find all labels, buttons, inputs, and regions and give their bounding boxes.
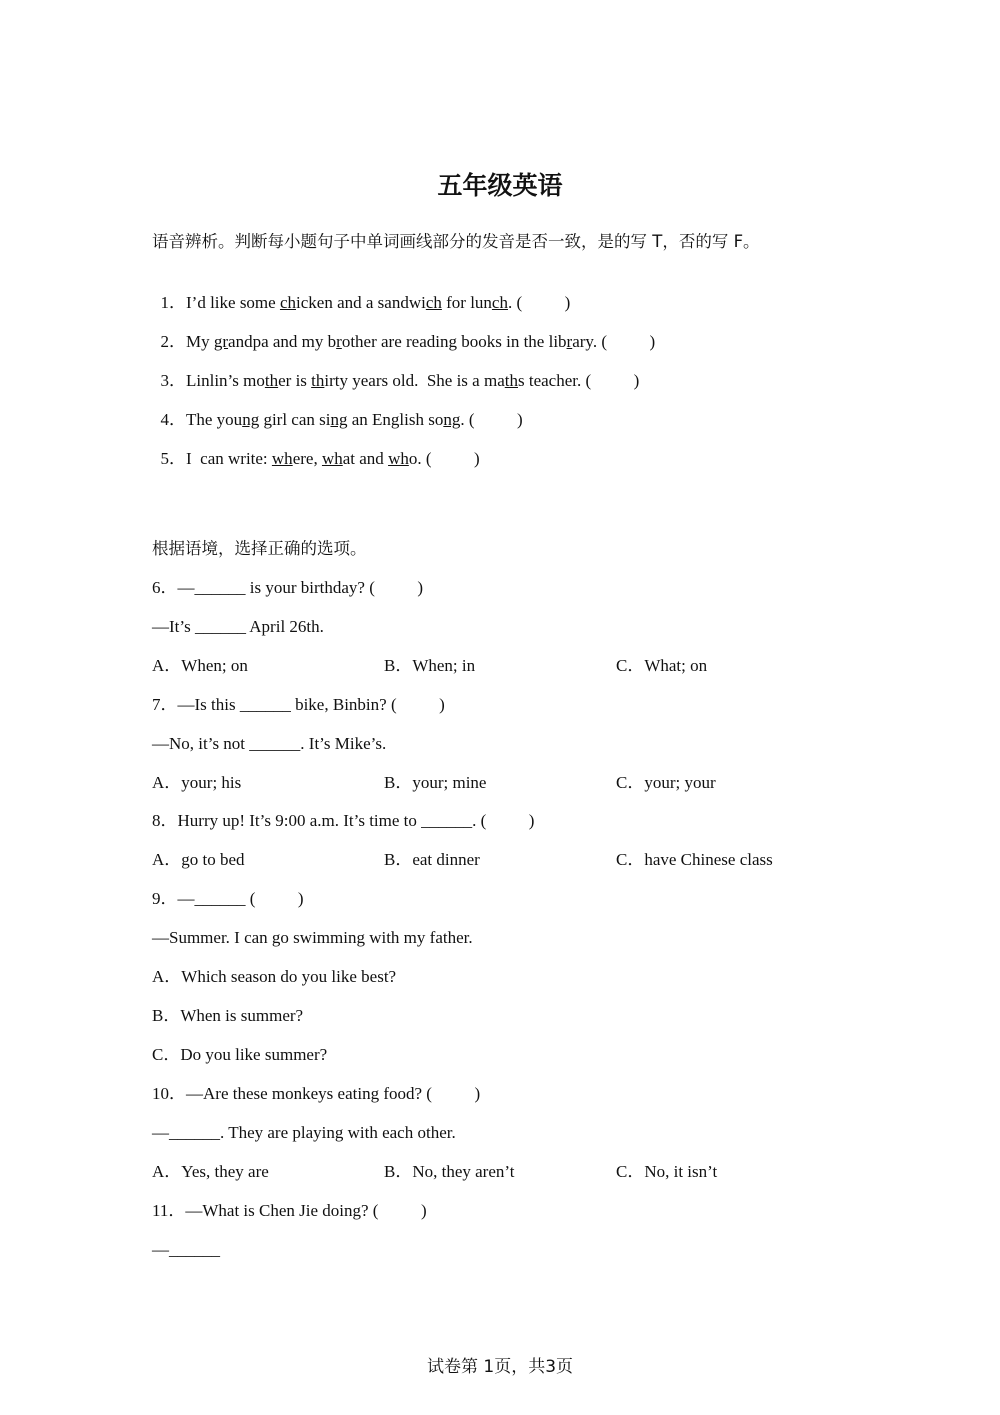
underlined-sound: wh [388,449,409,468]
question-9-stem: 9．—______ ( ) [152,889,304,908]
underlined-sound: ng [443,410,461,429]
underlined-sound: ng [330,410,348,429]
option-b[interactable]: B．your; mine [384,773,487,792]
option-c[interactable]: C．No, it isn’t [616,1162,718,1181]
underlined-sound: th [311,371,325,390]
question-11-reply: —______ [152,1240,220,1259]
question-2: 2．My grandpa and my brother are reading books in the library. ( ) [160,332,656,351]
option-c[interactable]: C．your; your [616,773,716,792]
option-a[interactable]: A．go to bed [152,850,245,869]
question-6-reply: —It’s ______ April 26th. [152,617,324,636]
option-a[interactable]: A．When; on [152,656,248,675]
option-b[interactable]: B．When; in [384,656,476,675]
option-c[interactable]: C．have Chinese class [616,850,773,869]
question-10-reply: —______. They are playing with each other. [152,1123,456,1142]
question-10-stem: 10．—Are these monkeys eating food? ( ) [152,1084,481,1103]
section1-instruction: 语音辨析。判断每小题句子中单词画线部分的发音是否一致，是的写 T，否的写 F。 [152,232,760,251]
question-1: 1．I’d like some chicken and a sandwich for lunch. ( ) [160,293,571,312]
page-number: 试卷第 1页，共3页 [426,1357,574,1377]
question-5: 5．I can write: where, what and who. ( ) [160,449,480,468]
underlined-sound: th [264,371,279,390]
underlined-sound: r [336,332,342,351]
underlined-sound: ch [491,293,508,312]
question-9-reply: —Summer. I can go swimming with my father. [152,928,473,947]
underlined-sound: wh [321,449,343,468]
question-4: 4．The young girl can sing an English song. ( ) [160,410,523,429]
option-a[interactable]: A．your; his [152,773,242,792]
question-11-stem: 11．—What is Chen Jie doing? ( ) [152,1201,427,1220]
question-8-stem: 8．Hurry up! It’s 9:00 a.m. It’s time to ______. ( ) [152,811,535,830]
option-b[interactable]: B．eat dinner [384,850,480,869]
underlined-sound: th [504,371,518,390]
option-a[interactable]: A．Which season do you like best? [152,967,397,986]
underlined-sound: gr [213,332,229,351]
question-3: 3．Linlin’s mother is thirty years old. She is a maths teacher. ( ) [160,371,640,390]
question-7-reply: —No, it’s not ______. It’s Mike’s. [152,734,387,753]
page-footer [0,1356,1000,1378]
question-6-stem: 6．—______ is your birthday? ( ) [152,578,424,597]
underlined-sound: r [566,332,573,351]
underlined-sound: ng [242,410,260,429]
underlined-sound: ch [425,293,442,312]
option-b[interactable]: B．When is summer? [152,1006,304,1025]
section2-instruction: 根据语境，选择正确的选项。 [152,539,367,558]
option-b[interactable]: B．No, they aren’t [384,1162,515,1181]
option-c[interactable]: C．Do you like summer? [152,1045,328,1064]
option-a[interactable]: A．Yes, they are [152,1162,269,1181]
underlined-sound: wh [271,449,293,468]
page-title: 五年级英语 [437,171,563,200]
question-7-stem: 7．—Is this ______ bike, Binbin? ( ) [152,695,445,714]
option-c[interactable]: C．What; on [616,656,708,675]
underlined-sound: ch [279,293,296,312]
